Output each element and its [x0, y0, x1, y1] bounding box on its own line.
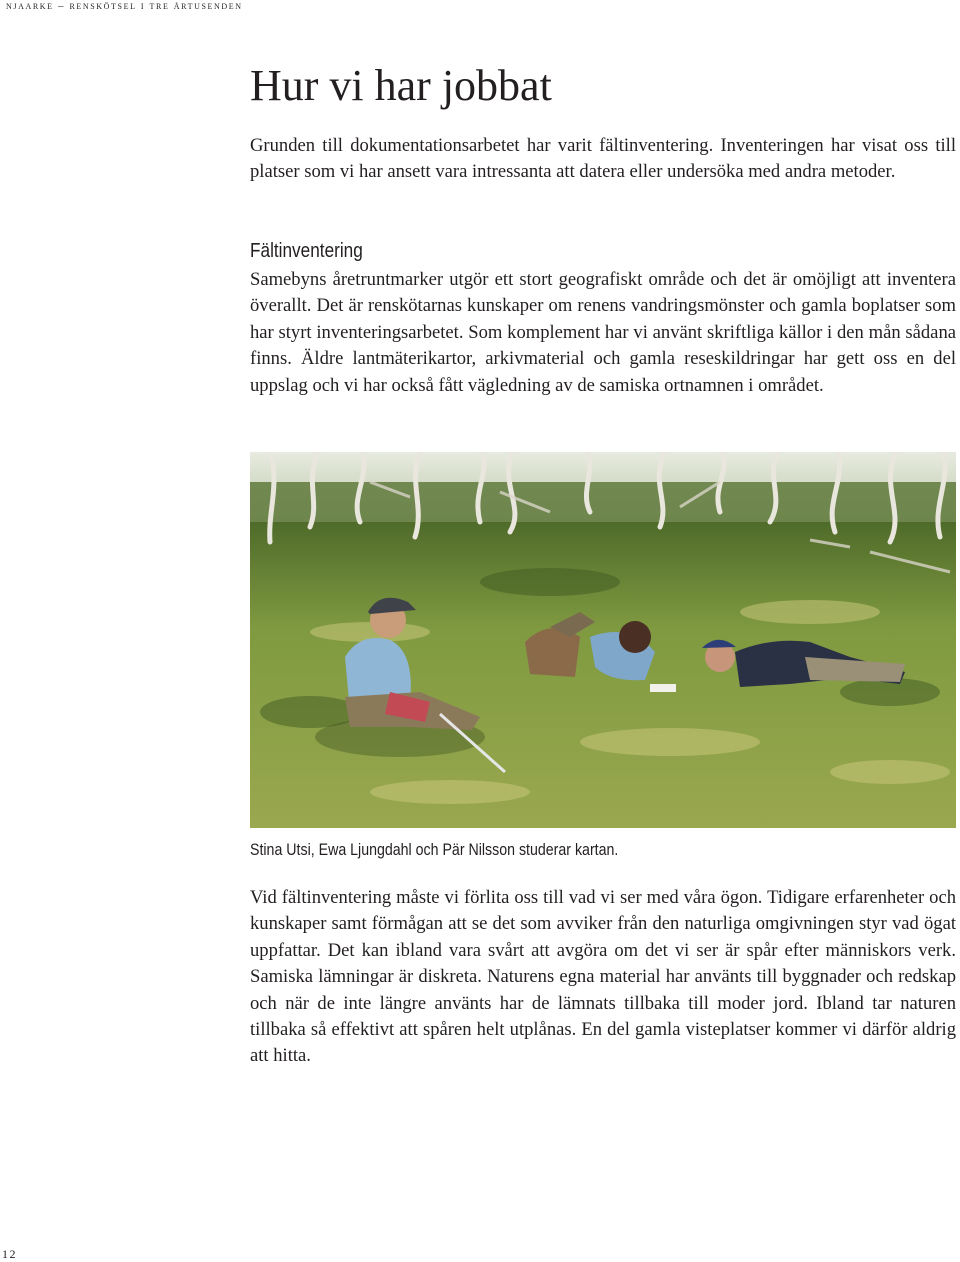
closing-paragraph: Vid fältinventering måste vi förlita oss till vad vi ser med våra ögon. Tidigare erfarenheter och kunskaper samt förmågan att se det som avviker från den naturliga omgivningen styr vad ögat uppfattar. Det kan ibland vara svårt att avgöra om det vi ser är spår efter människors verk. Samiska lämningar är diskreta. Naturens egna material har använts till byggnader och redskap och när de inte längre använts har de lämnats tillbaka till moder jord. Ibland tar naturen tillbaka så effektivt att spåren helt utplånas. En del gamla visteplatser kommer vi därför aldrig att hitta. — [250, 887, 956, 1067]
field-photo — [250, 452, 956, 828]
photo-caption: Stina Utsi, Ewa Ljungdahl och Pär Nilsson studerar kartan. — [250, 841, 619, 859]
field-photo-illustration — [250, 452, 956, 828]
page-number: 12 — [2, 1247, 17, 1261]
page-title: Hur vi har jobbat — [250, 61, 552, 110]
section-heading: Fältinventering — [250, 240, 363, 262]
intro-paragraph: Grunden till dokumentationsarbetet har varit fältinventering. Inventeringen har visat oss till platser som vi har ansett vara intressanta att datera eller undersöka med andra metoder. — [250, 135, 956, 183]
running-head: njaarke – renskötsel i tre årtusenden — [6, 0, 243, 12]
section-paragraph: Samebyns åretruntmarker utgör ett stort geografiskt område och det är omöjligt att inventera överallt. Det är renskötarnas kunskaper om renens vandringsmönster och gamla boplatser som har styrt inventeringsarbetet. Som komplement har vi använt skriftliga källor i den mån sådana finns. Äldre lantmäterikartor, arkivmaterial och gamla reseskildringar har gett oss en del uppslag och vi har också fått vägledning av de samiska ortnamnen i området. — [250, 269, 956, 396]
